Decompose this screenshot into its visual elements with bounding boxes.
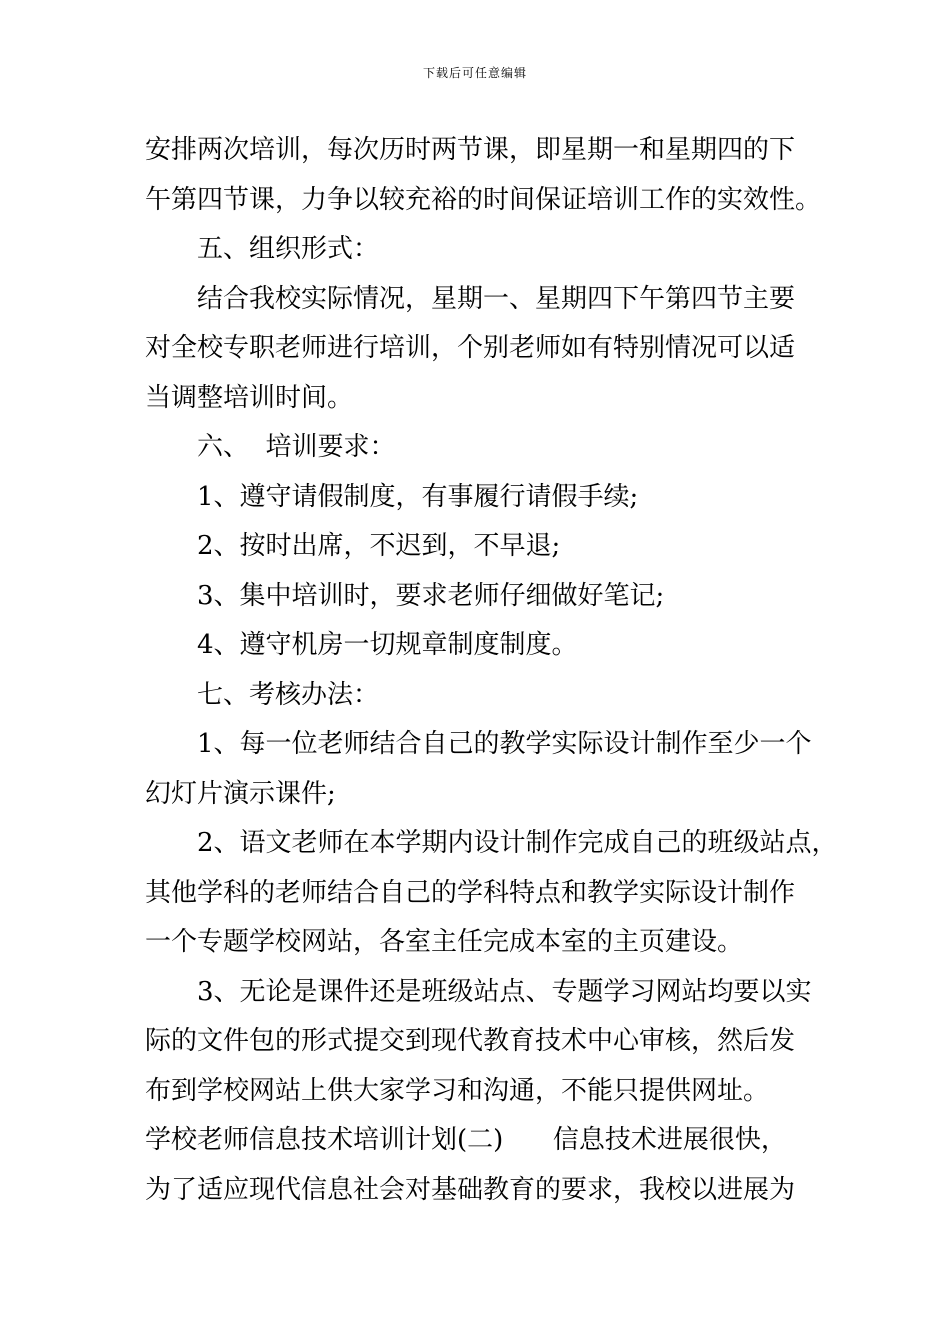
document-body [145,126,838,1215]
paragraph-line: 午第四节课，力争以较充裕的时间保证培训工作的实效性。 [145,184,822,215]
paragraph-line: 安排两次培训，每次历时两节课，即星期一和星期四的下 [145,135,796,165]
list-item: 2、按时出席，不迟到，不早退; [197,531,561,561]
paragraph-line: 为了适应现代信息社会对基础教育的要求，我校以进展为 [145,1174,796,1205]
paragraph-line: 一个专题学校网站，各室主任完成本室的主页建设。 [145,927,744,957]
paragraph-line: 幻灯片演示课件; [145,778,336,809]
list-item: 1、遵守请假制度，有事履行请假手续; [197,481,639,512]
section-heading: 六、 培训要求： [197,432,396,462]
paragraph-line: 当调整培训时间。 [145,382,354,413]
paragraph-line: 其他学科的老师结合自己的学科特点和教学实际设计制作 [145,877,796,908]
page-header: 下载后可任意编辑 [422,66,527,80]
section-heading: 七、考核办法： [197,679,380,710]
list-item: 4、遵守机房一切规章制度制度。 [197,630,578,660]
paragraph-line: 对全校专职老师进行培训，个别老师如有特别情况可以适 [145,333,796,363]
paragraph-line: 布到学校网站上供大家学习和沟通，不能只提供网址。 [145,1075,770,1106]
list-item: 3、无论是课件还是班级站点、专题学习网站均要以实 [197,976,812,1007]
list-item: 1、每一位老师结合自己的教学实际设计制作至少一个 [197,729,812,759]
paragraph-line: 际的文件包的形式提交到现代教育技术中心审核，然后发 [145,1026,796,1056]
list-item: 2、语文老师在本学期内设计制作完成自己的班级站点， [197,828,838,858]
document-title-line: 学校老师信息技术培训计划(二) 信息技术进展很快， [145,1125,787,1155]
list-item: 3、集中培训时，要求老师仔细做好笔记; [197,580,665,611]
section-heading: 五、组织形式： [197,234,380,264]
paragraph-line: 结合我校实际情况，星期一、星期四下午第四节主要 [197,283,796,314]
